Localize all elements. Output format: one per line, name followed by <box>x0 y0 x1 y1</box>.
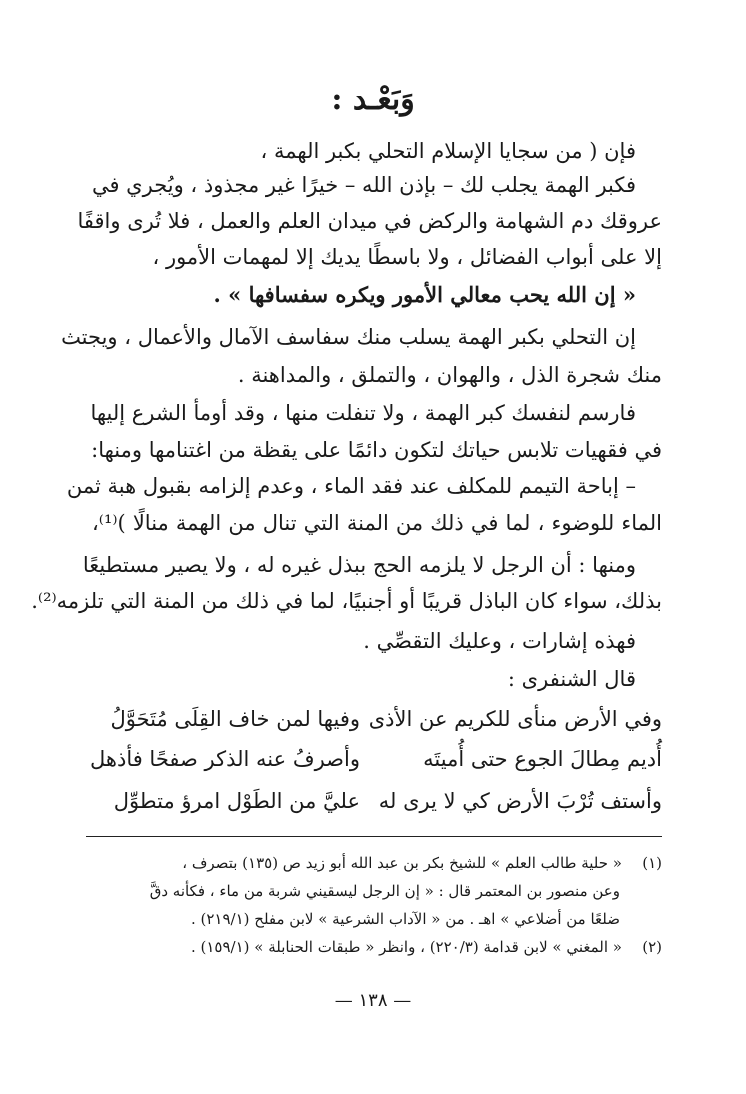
footnote-1-line-2: وعن منصور بن المعتمر قال : « إن الرجل ليسقيني شربة من ماء ، فكأنه دقَّ <box>149 882 620 900</box>
body-line-13: بذلك، سواء كان الباذل قريبًا أو أجنبيًا، لما في ذلك من المنة التي تلزمه⁽²⁾. <box>31 589 662 613</box>
body-line-12: ومنها : أن الرجل لا يلزمه الحج ببذل غيره له ، ولا يصير مستطيعًا <box>82 553 636 577</box>
body-line-10: – إباحة التيمم للمكلف عند فقد الماء ، وعدم إلزامه بقبول هبة ثمن <box>66 474 636 498</box>
verse-1-second-hemistich: وفيها لمن خاف القِلَى مُتَحَوَّلُ <box>110 707 360 731</box>
body-line-8: فارسم لنفسك كبر الهمة ، ولا تنفلت منها ، وقد أومأ الشرع إليها <box>90 401 636 425</box>
body-line-2: فكبر الهمة يجلب لك – بإذن الله – خيرًا غير مجذوذ ، ويُجري في <box>91 173 636 197</box>
body-line-5-hadith: « إن الله يحب معالي الأمور ويكره سفسافها » . <box>213 282 636 307</box>
verse-1-first-hemistich: وفي الأرض منأى للكريم عن الأذى <box>368 707 662 731</box>
verse-3-first-hemistich: وأستف تُرْبَ الأرض كي لا يرى له <box>378 789 662 813</box>
body-line-9: في فقهيات تلابس حياتك لتكون دائمًا على يقظة من اغتنامها ومنها: <box>91 438 662 462</box>
verse-2-first-hemistich: أُديم مِطالَ الجوع حتى أُميتَه <box>423 747 662 771</box>
footnote-1-line-3: ضلعًا من أضلاعي » اهـ . من « الآداب الشرعية » لابن مفلح (٢١٩/١) . <box>190 910 620 928</box>
body-line-11: الماء للوضوء ، لما في ذلك من المنة التي تنال من الهمة منالًا )⁽¹⁾، <box>92 511 662 535</box>
verse-2-second-hemistich: وأصرفُ عنه الذكر صفحًا فأذهل <box>89 747 360 771</box>
verse-3-second-hemistich: عليَّ من الطَوْل امرؤ متطوِّل <box>113 789 360 813</box>
footnote-1-line-1 <box>90 852 662 874</box>
footnote-2-line-1 <box>90 936 662 958</box>
body-line-3: عروقك دم الشهامة والركض في ميدان العلم والعمل ، فلا تُرى واقفًا <box>77 209 662 233</box>
page-number: — ١٣٨ — <box>334 990 412 1011</box>
body-line-1: فإن ( من سجايا الإسلام التحلي بكبر الهمة ، <box>260 139 636 163</box>
section-heading: وَبَعْـد : <box>331 82 415 117</box>
footnote-1-number: (١) <box>642 854 662 872</box>
footnote-1-text-1: « حلية طالب العلم » للشيخ بكر بن عبد الله أبو زيد ص (١٣٥) بتصرف ، <box>182 854 622 872</box>
body-line-7: منك شجرة الذل ، والهوان ، والتملق ، والمداهنة . <box>237 363 662 387</box>
body-line-4: إلا على أبواب الفضائل ، ولا باسطًا يديك إلا لمهمات الأمور ، <box>152 245 662 269</box>
body-line-15: قال الشنفرى : <box>507 667 636 691</box>
footnote-2-text-1: « المغني » لابن قدامة (٢٢٠/٣) ، وانظر « طبقات الحنابلة » (١٥٩/١) . <box>190 938 622 956</box>
body-line-14: فهذه إشارات ، وعليك التقصِّي . <box>363 629 636 653</box>
body-line-6: إن التحلي بكبر الهمة يسلب منك سفاسف الآمال والأعمال ، ويجتث <box>61 325 636 349</box>
footnote-separator <box>86 836 662 837</box>
footnote-2-number: (٢) <box>642 938 662 956</box>
